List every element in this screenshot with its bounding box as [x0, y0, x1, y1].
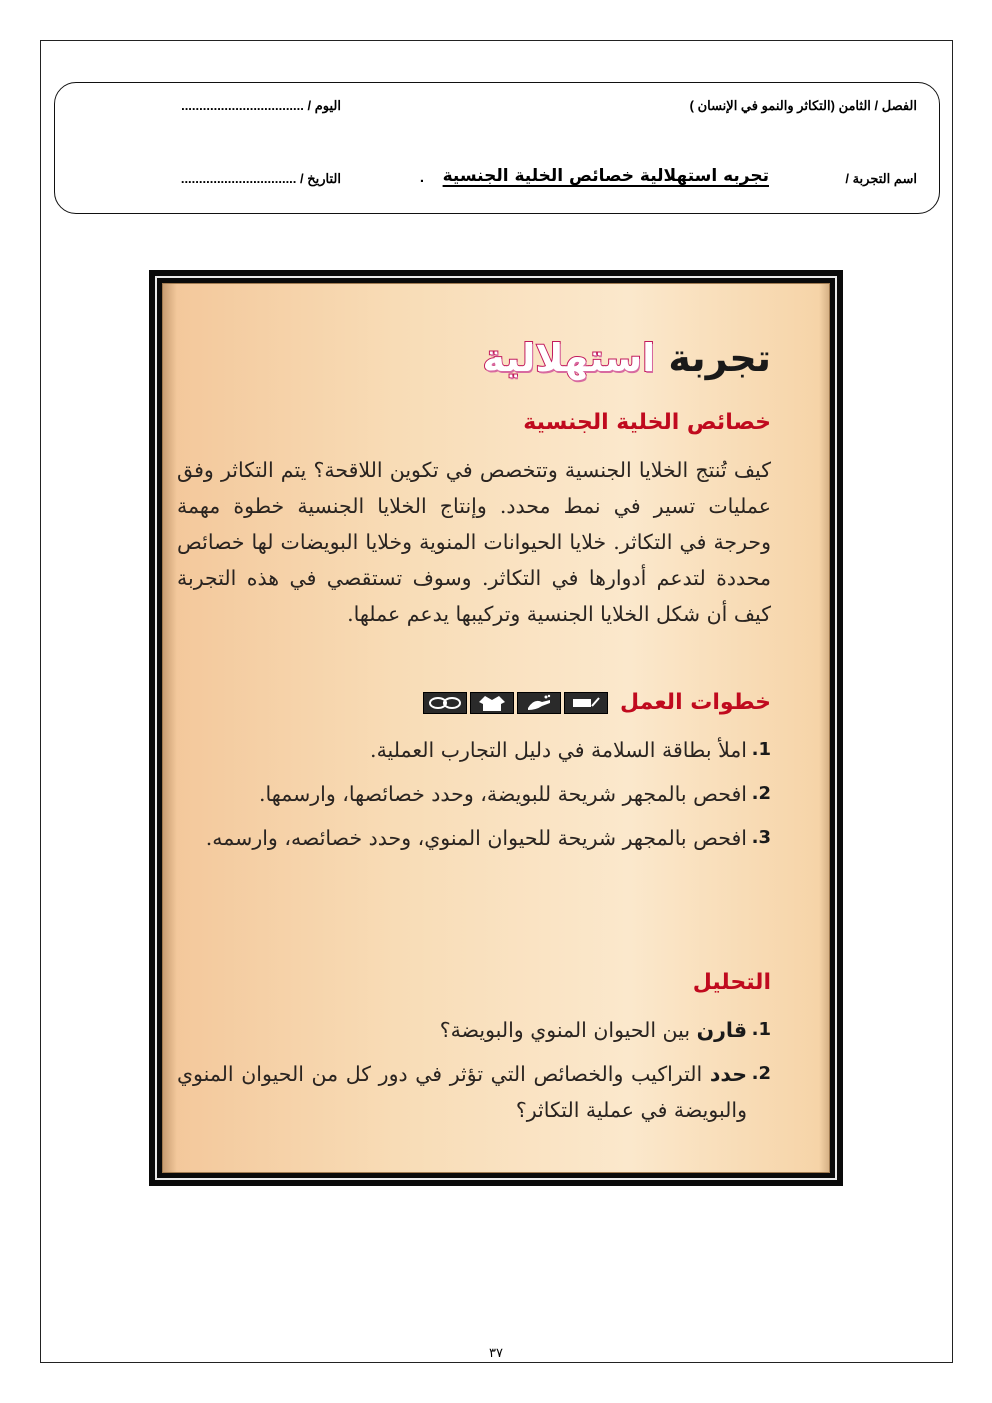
- chapter-label: الفصل / الثامن (التكاثر والنمو في الإنسان ): [689, 98, 917, 113]
- question-text: بين الحيوان المنوي والبويضة؟: [439, 1018, 697, 1042]
- question-keyword: قارن: [696, 1018, 747, 1042]
- step-text: املأ بطاقة السلامة في دليل التجارب العملية.: [370, 738, 747, 762]
- safety-icons: [423, 692, 608, 714]
- date-blank: ................................: [180, 171, 297, 186]
- intro-paragraph: كيف تُنتج الخلايا الجنسية وتتخصص في تكوين اللاقحة؟ يتم التكاثر وفق عمليات تسير في نمط محدد. وإنتاج الخلايا الجنسية خطوة مهمة وحرجة في التكاثر. خلايا الحيوانات المنوية وخلايا البويضات لها خصائص محددة لتدعم أدوارها في التكاثر. وسوف تستقصي في هذه التجربة كيف أن شكل الخلايا الجنسية وتركيبها يدعم عملها.: [177, 458, 771, 626]
- card-title-word2: استهلالية: [482, 336, 656, 380]
- list-item: [177, 732, 771, 768]
- question-number: 1.: [751, 1019, 771, 1040]
- launch-lab-card: [162, 283, 830, 1173]
- analysis-heading: التحليل: [692, 970, 771, 995]
- list-item: [177, 776, 771, 812]
- question-keyword: حدد: [709, 1062, 747, 1086]
- experiment-label: اسم التجربة /: [845, 171, 917, 186]
- card-subtitle: خصائص الخلية الجنسية: [523, 410, 771, 435]
- hand-wash-icon: [517, 692, 561, 714]
- step-number: 1.: [751, 739, 771, 760]
- goggles-icon: [423, 692, 467, 714]
- experiment-title: تجربه استهلالية خصائص الخلية الجنسية: [442, 166, 769, 186]
- list-item: [177, 1012, 771, 1048]
- steps-heading-row: [423, 690, 771, 715]
- lab-image-inner-border: [155, 276, 837, 1180]
- step-text: افحص بالمجهر شريحة للحيوان المنوي، وحدد خصائصه، وارسمه.: [205, 826, 747, 850]
- card-title: [482, 336, 771, 380]
- step-text: افحص بالمجهر شريحة للبويضة، وحدد خصائصها، وارسمها.: [259, 782, 747, 806]
- list-item: [177, 1056, 771, 1128]
- step-number: 3.: [751, 827, 771, 848]
- question-text: التراكيب والخصائص التي تؤثر في دور كل من الحيوان المنوي والبويضة في عملية التكاثر؟: [177, 1062, 747, 1122]
- day-blank: ..................................: [181, 98, 304, 113]
- day-field: [181, 98, 341, 114]
- experiment-title-period: .: [419, 169, 424, 186]
- card-title-word1: تجربة: [668, 336, 771, 380]
- steps-list: [177, 732, 771, 864]
- date-field: [181, 171, 341, 187]
- lab-image-frame: [149, 270, 843, 1186]
- analysis-list: [177, 1012, 771, 1136]
- lab-coat-icon: [470, 692, 514, 714]
- date-label: التاريخ /: [300, 171, 341, 186]
- list-item: [177, 820, 771, 856]
- worksheet-header: [54, 82, 940, 214]
- page-number: ٣٧: [489, 1346, 503, 1361]
- step-number: 2.: [751, 783, 771, 804]
- day-label: اليوم /: [307, 98, 341, 113]
- slide-icon: [564, 692, 608, 714]
- question-number: 2.: [751, 1063, 771, 1084]
- steps-heading: خطوات العمل: [620, 690, 771, 715]
